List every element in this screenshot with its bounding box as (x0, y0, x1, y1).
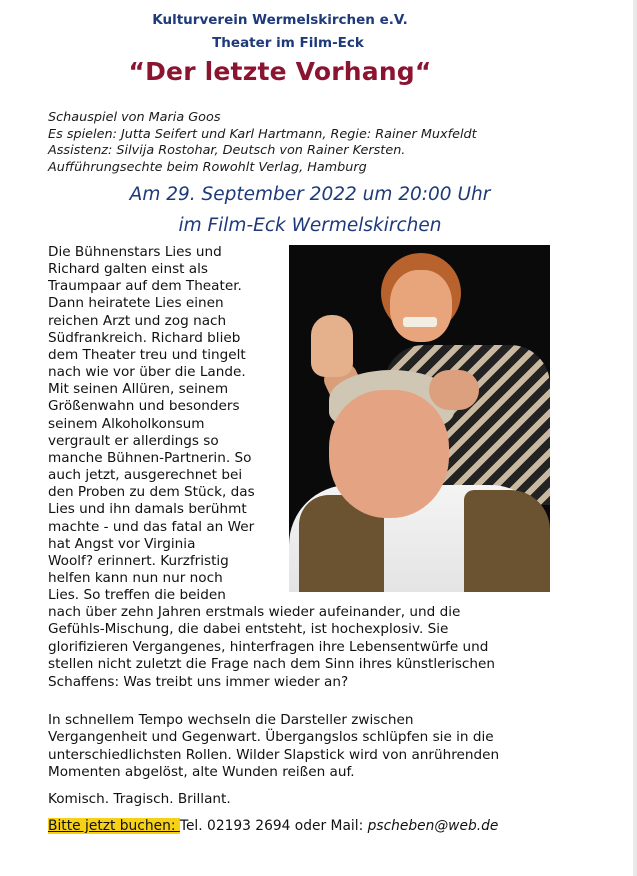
story-paragraph (48, 244, 284, 604)
text-line: nach über zehn Jahren erstmals wieder aufeinander, und die (48, 604, 461, 620)
text-line: auch jetzt, ausgerechnet bei (48, 467, 243, 484)
text-line: Gefühls-Mischung, die dabei entsteht, ist hochexplosiv. Sie (48, 621, 449, 638)
event-location: im Film-Eck Wermelskirchen (178, 215, 442, 236)
booking-highlight: Bitte jetzt buchen: (48, 818, 180, 834)
paragraph-two (48, 712, 608, 782)
credit-line: Schauspiel von Maria Goos (48, 110, 221, 125)
text-line: stellen nicht zuletzt die Frage nach dem Sinn ihres künstlerischen (48, 656, 495, 673)
text-line: helfen kann nun nur noch (48, 569, 223, 586)
credit-line: Aufführungsechte beim Rowohlt Verlag, Hamburg (48, 159, 367, 175)
text-line: machte - und das fatal an Wer (48, 518, 255, 535)
photo-vest-right (464, 490, 550, 592)
actors-photo (289, 245, 550, 592)
credit-line: Es spielen: Jutta Seifert und Karl Hartmann, Regie: Rainer Muxfeldt (48, 126, 477, 142)
text-line: Südfrankreich. Richard blieb (48, 329, 241, 346)
booking-email[interactable]: pscheben@web.de (367, 818, 499, 834)
text-line: Schaffens: Was treibt uns immer wieder an? (48, 673, 349, 690)
text-line: Woolf? erinnert. Kurzfristig (48, 552, 229, 569)
page-edge (633, 0, 637, 876)
tagline: Komisch. Tragisch. Brillant. (48, 791, 231, 807)
text-line: manche Bühnen-Partnerin. So (48, 449, 252, 466)
credits-block (48, 110, 477, 176)
text-line: Mit seinen Allüren, seinem (48, 381, 229, 398)
text-line: Lies. So treffen die beiden (48, 587, 226, 604)
text-line: Richard galten einst als (48, 261, 208, 278)
booking-line (48, 818, 608, 835)
play-title: “Der letzte Vorhang“ (128, 57, 432, 86)
text-line: reichen Arzt und zog nach (48, 312, 227, 329)
text-line: unterschiedlichsten Rollen. Wilder Slapstick wird von anrührenden (48, 746, 500, 763)
text-line: Traumpaar auf dem Theater. (48, 278, 242, 295)
text-line: dem Theater treu und tingelt (48, 346, 246, 363)
text-line: glorifizieren Vergangenes, hinterfragen ihre Lebensentwürfe und (48, 638, 489, 655)
text-line: Momenten abgelöst, alte Wunden reißen auf. (48, 764, 355, 781)
venue-name: Theater im Film-Eck (212, 35, 364, 51)
credit-line: Assistenz: Silvija Rostohar, Deutsch von Rainer Kersten. (48, 143, 406, 158)
text-line: hat Angst vor Virginia (48, 535, 196, 552)
text-line: In schnellem Tempo wechseln die Darsteller zwischen (48, 712, 414, 728)
photo-actress-face (390, 270, 452, 342)
text-line: Vergangenheit und Gegenwart. Übergangslos schlüpfen sie in die (48, 729, 494, 746)
organization-name: Kulturverein Wermelskirchen e.V. (152, 12, 408, 28)
text-line: Lies und ihn damals berühmt (48, 501, 247, 518)
photo-actress-hand (311, 315, 353, 377)
text-line: seinem Alkoholkonsum (48, 415, 205, 432)
story-continued (48, 604, 608, 691)
text-line: Die Bühnenstars Lies und (48, 244, 222, 260)
photo-actor-hands (429, 370, 479, 410)
text-line: nach wie vor über die Lande. (48, 364, 246, 381)
booking-contact: Tel. 02193 2694 oder Mail: (179, 818, 368, 834)
photo-actress-teeth (403, 317, 437, 327)
text-line: den Proben zu dem Stück, das (48, 484, 255, 501)
text-line: vergrault er allerdings so (48, 432, 219, 449)
event-date: Am 29. September 2022 um 20:00 Uhr (129, 184, 491, 205)
photo-actor-face (329, 390, 449, 518)
text-line: Größenwahn und besonders (48, 398, 240, 415)
text-line: Dann heiratete Lies einen (48, 295, 224, 312)
